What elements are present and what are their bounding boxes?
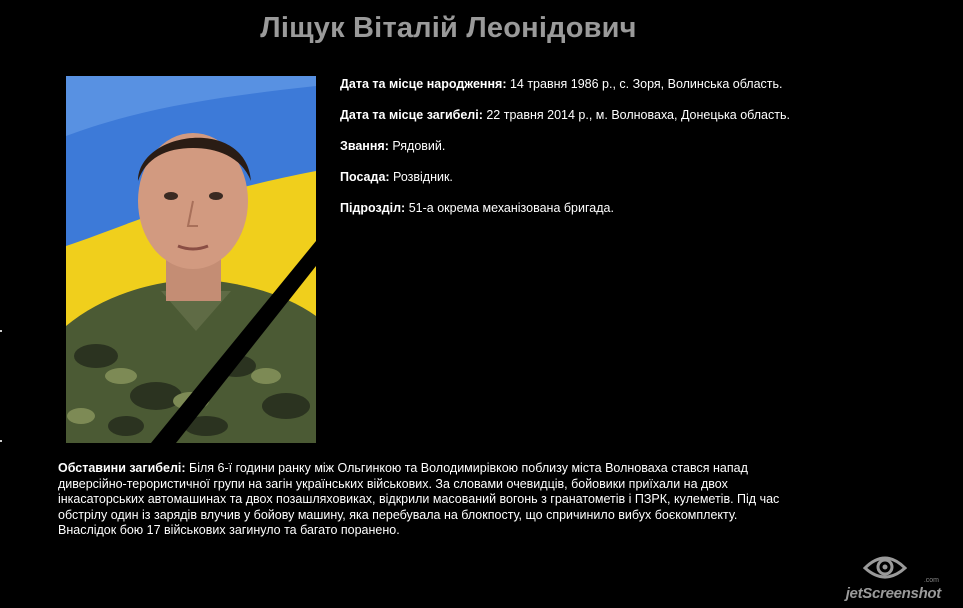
circumstances-line: Біля 6-ї години ранку між Ольгинкою та Володимирівкою поблизу міста Волноваха стався напад xyxy=(185,461,748,475)
watermark-suffix: .com xyxy=(923,577,939,584)
fact-birth xyxy=(340,76,940,92)
fact-label: Звання: xyxy=(340,139,389,153)
fact-value: 22 травня 2014 р., м. Волноваха, Донецька область. xyxy=(482,108,790,122)
fact-label: Дата та місце загибелі: xyxy=(340,108,483,122)
circumstances-label: Обставини загибелі: xyxy=(58,461,186,475)
edge-artifact xyxy=(0,440,2,442)
fact-label: Дата та місце народження: xyxy=(340,77,507,91)
circumstances-paragraph xyxy=(58,461,838,539)
fact-value: 51-а окрема механізована бригада. xyxy=(405,201,614,215)
edge-artifact xyxy=(0,330,2,332)
fact-death xyxy=(340,107,940,123)
fact-value: 14 травня 1986 р., с. Зоря, Волинська область. xyxy=(506,77,783,91)
page-title: Ліщук Віталій Леонідович xyxy=(260,12,637,44)
circumstances-line: обстрілу один із зарядів влучив у бойову машину, яка перебувала на блокпосту, що спричинило вибух боєкомплекту. xyxy=(58,507,738,522)
circumstances-line: диверсійно-терористичної групи на загін українських військових. За словами очевидців, бойовики приїхали на двох xyxy=(58,476,728,491)
fact-label: Підрозділ: xyxy=(340,201,406,215)
fact-unit xyxy=(340,200,940,216)
watermark xyxy=(831,552,941,602)
fact-label: Посада: xyxy=(340,170,390,184)
circumstances-line: Внаслідок бою 17 військових загинуло та багато поранено. xyxy=(58,523,400,537)
portrait-photo xyxy=(66,76,316,443)
fact-rank xyxy=(340,138,940,154)
facts-list xyxy=(340,76,940,231)
fact-value: Розвідник. xyxy=(389,170,453,184)
eye-logo-icon xyxy=(863,552,907,587)
circumstances-line: інкасаторських автомашинах та двох позашляховиках, відкрили масований вогонь з гранатометів і ПЗРК, кулеметів. Під час xyxy=(58,492,780,506)
fact-value: Рядовий. xyxy=(388,139,446,153)
fact-position xyxy=(340,169,940,185)
watermark-text: jetScreenshot xyxy=(845,585,941,602)
